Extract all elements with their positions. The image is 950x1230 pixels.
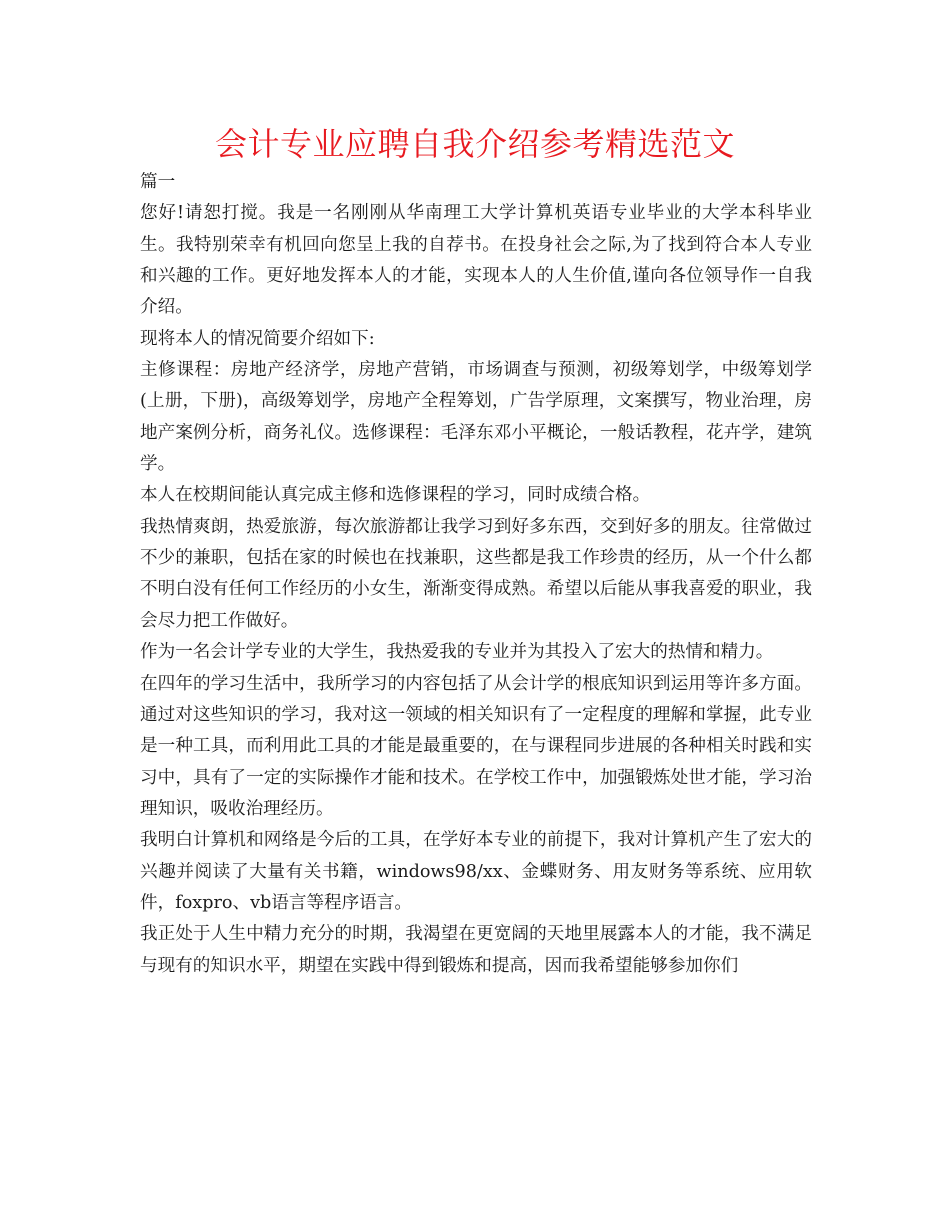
- document-title: 会计专业应聘自我介绍参考精选范文: [214, 125, 735, 163]
- paragraph: 主修课程：房地产经济学，房地产营销，市场调查与预测，初级筹划学，中级筹划学(上册，下册)，高级筹划学，房地产全程筹划，广告学原理，文案撰写，物业治理，房地产案例分析，商务礼仪。选修课程：毛泽东邓小平概论，一般话教程，花卉学，建筑学。: [140, 360, 812, 475]
- paragraph: 我热情爽朗，热爱旅游，每次旅游都让我学习到好多东西，交到好多的朋友。往常做过不少的兼职，包括在家的时候也在找兼职，这些都是我工作珍贵的经历，从一个什么都不明白没有任何工作经历的小女生，渐渐变得成熟。希望以后能从事我喜爱的职业，我会尽力把工作做好。: [140, 516, 812, 631]
- paragraph: 您好!请恕打搅。我是一名刚刚从华南理工大学计算机英语专业毕业的大学本科毕业生。我特别荣幸有机回向您呈上我的自荐书。在投身社会之际,为了找到符合本人专业和兴趣的工作。更好地发挥本人的才能，实现本人的人生价值,谨向各位领导作一自我介绍。: [140, 203, 812, 318]
- paragraph: 在四年的学习生活中，我所学习的内容包括了从会计学的根底知识到运用等许多方面。通过对这些知识的学习，我对这一领域的相关知识有了一定程度的理解和掌握，此专业是一种工具，而利用此工具的才能是最重要的，在与课程同步进展的各种相关时践和实习中，具有了一定的实际操作才能和技术。在学校工作中，加强锻炼处世才能，学习治理知识，吸收治理经历。: [140, 673, 812, 819]
- paragraph: 作为一名会计学专业的大学生，我热爱我的专业并为其投入了宏大的热情和精力。: [140, 642, 774, 663]
- section-heading: 篇一: [140, 172, 176, 192]
- paragraph: 我明白计算机和网络是今后的工具，在学好本专业的前提下，我对计算机产生了宏大的兴趣并阅读了大量有关书籍，windows98/xx、金蝶财务、用友财务等系统、应用软件，foxpro、vb语言等程序语言。: [140, 830, 812, 913]
- paragraph: 本人在校期间能认真完成主修和选修课程的学习，同时成绩合格。: [140, 485, 651, 506]
- paragraph: 我正处于人生中精力充分的时期，我渴望在更宽阔的天地里展露本人的才能，我不满足与现有的知识水平，期望在实践中得到锻炼和提高，因而我希望能够参加你们: [140, 924, 812, 976]
- paragraph: 现将本人的情况简要介绍如下:: [140, 328, 375, 349]
- document-body: [140, 167, 812, 982]
